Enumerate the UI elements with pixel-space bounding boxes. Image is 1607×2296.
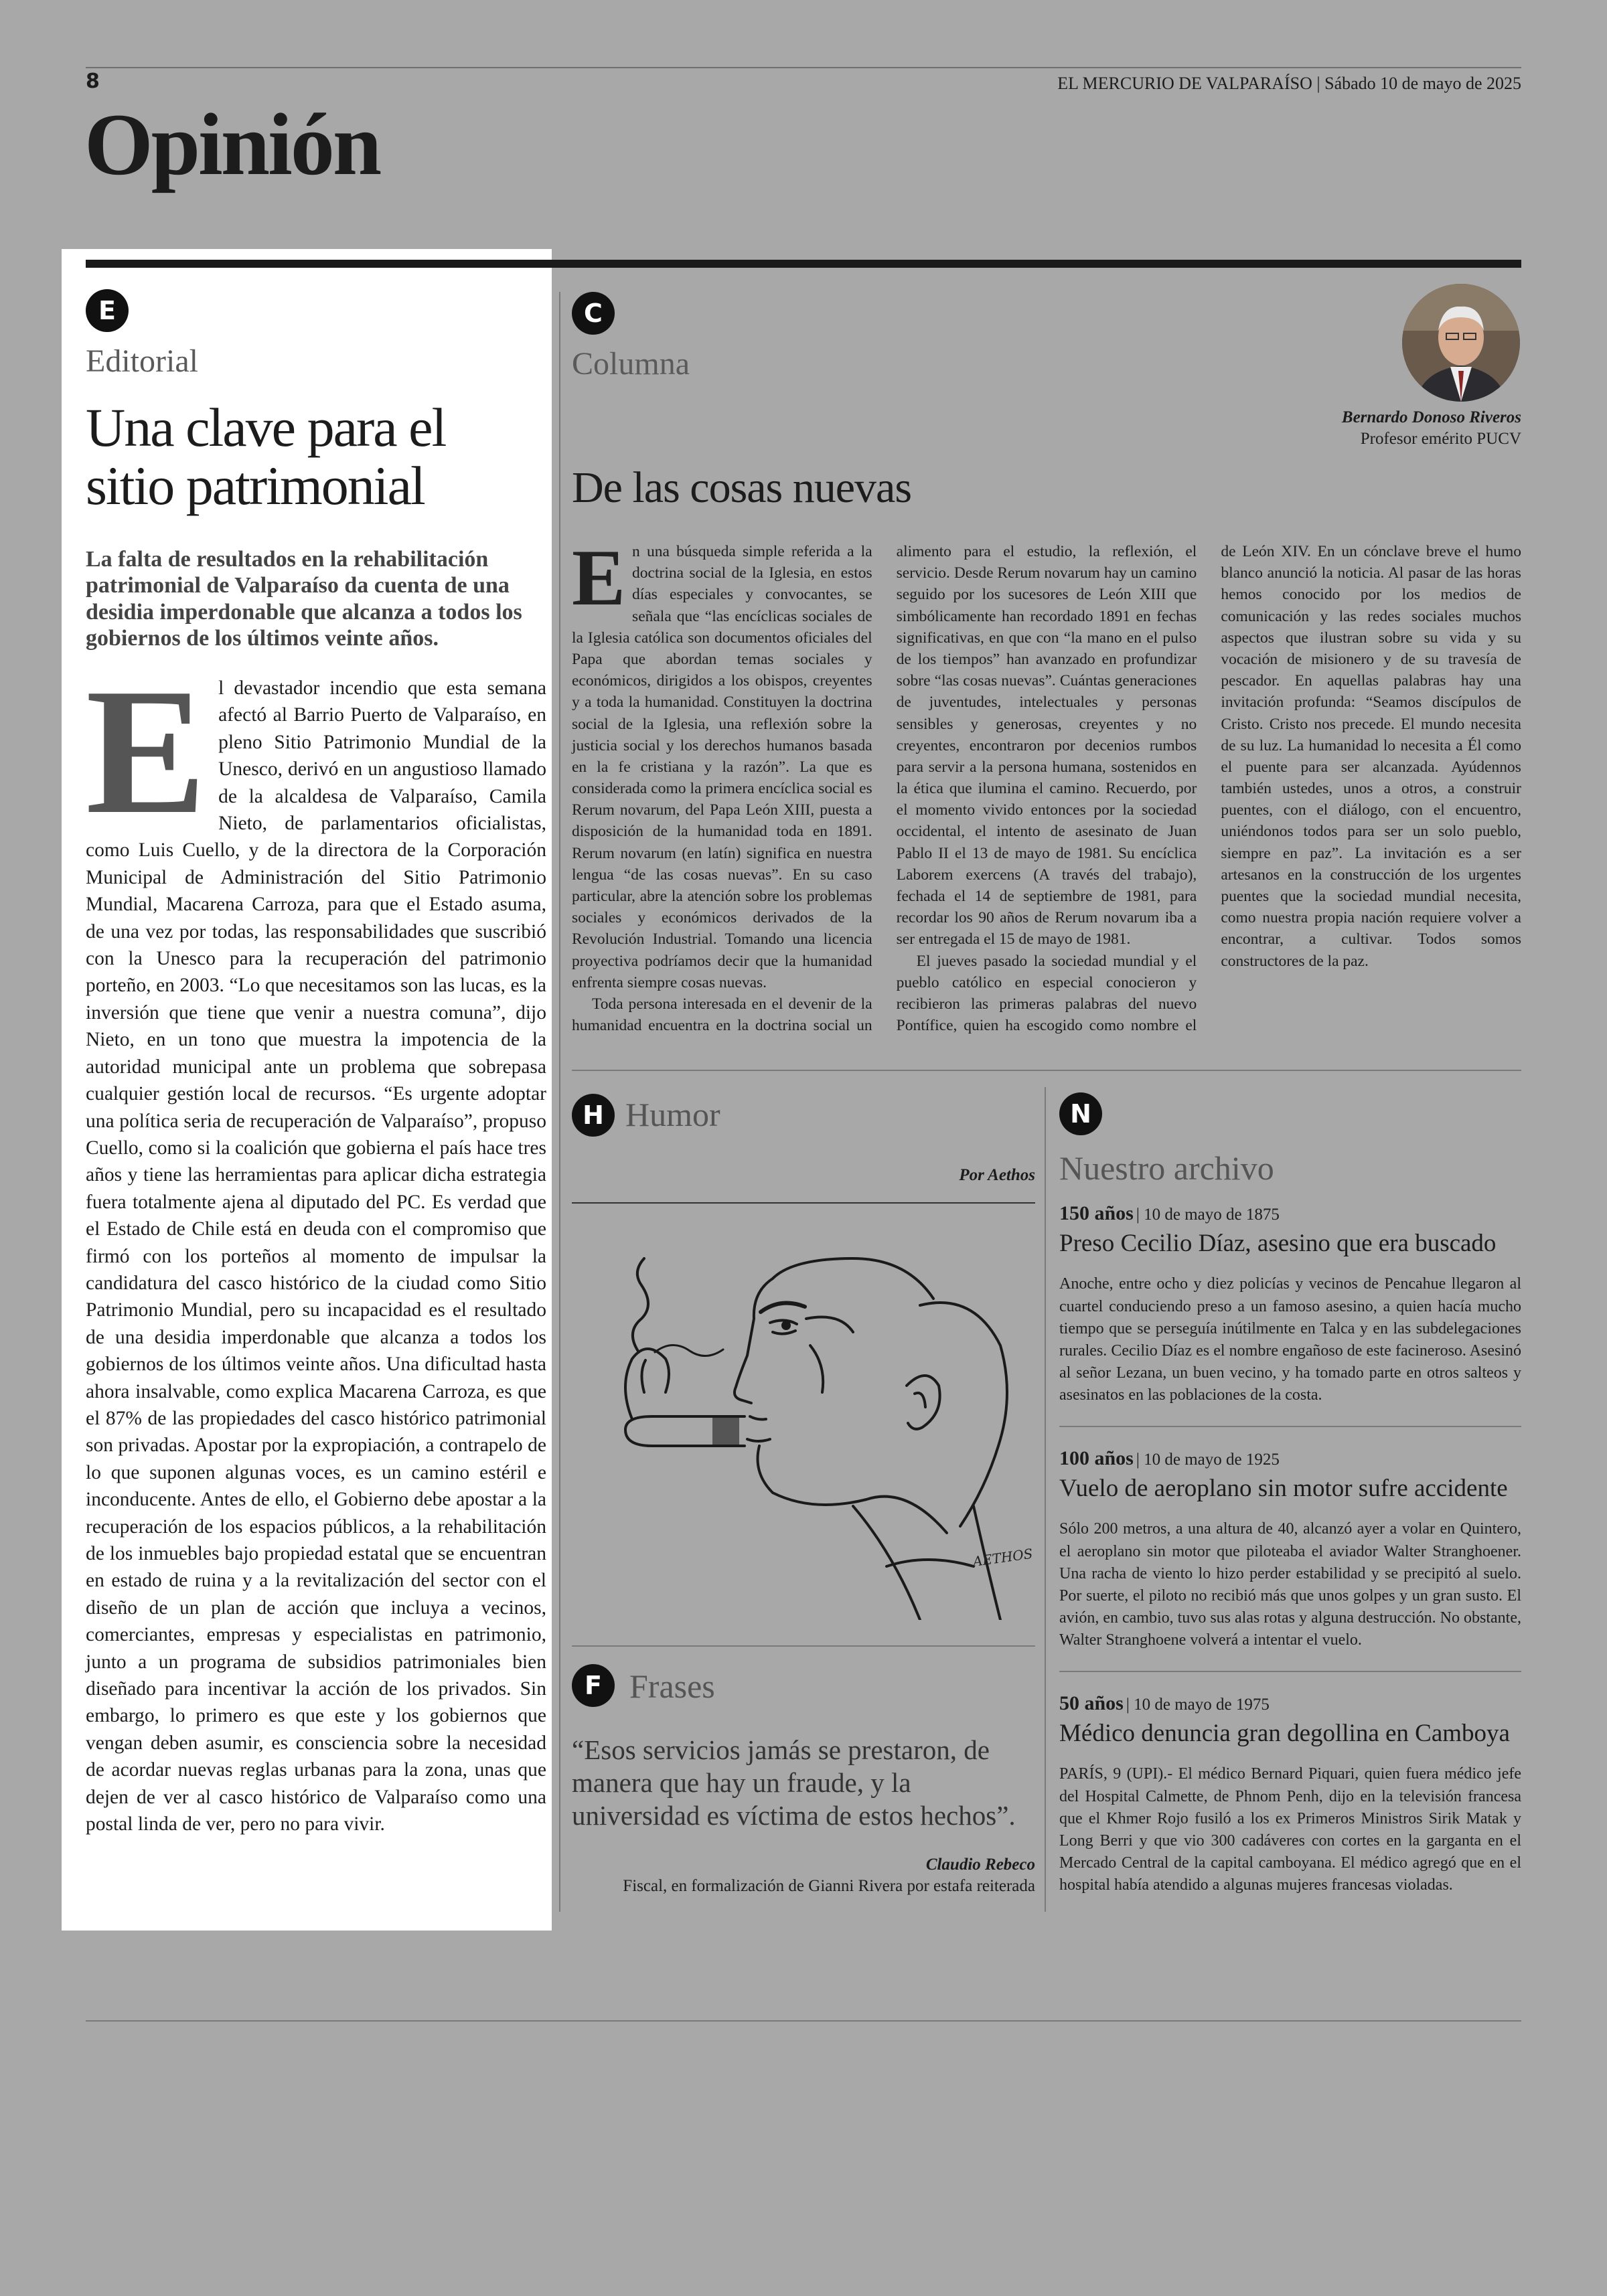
- humor-kicker: Humor: [625, 1096, 720, 1133]
- editorial-badge: E: [86, 289, 129, 332]
- archive-body: Sólo 200 metros, a una altura de 40, alcanzó ayer a volar en Quintero, el aeroplano sin motor que piloteaba el aviador Walter Stranghoener. Una racha de viento lo hizo perder estabilidad y se precipitó al suelo. Por suerte, el piloto no recibió más que unos golpes y un gran susto. El avión, en cambio, tuvo sus alas rotas y alguna destrucción. No obstante, Walter Stranghoene volverá a intentar el vuelo.: [1059, 1520, 1521, 1649]
- archive-rule: [1059, 1671, 1521, 1672]
- archive-item-100: [1059, 1447, 1521, 1651]
- author-portrait-icon: [1402, 284, 1520, 402]
- masthead: EL MERCURIO DE VALPARAÍSO | Sábado 10 de mayo de 2025: [1057, 74, 1521, 93]
- archive-headline: Vuelo de aeroplano sin motor sufre accidente: [1059, 1475, 1508, 1502]
- editorial-body: [86, 651, 546, 1837]
- top-rule: [86, 67, 1521, 68]
- frases-role: Fiscal, en formalización de Gianni Rivera por estafa reiterada: [623, 1877, 1035, 1895]
- archive-date: | 10 de mayo de 1925: [1136, 1451, 1280, 1469]
- frases-name: Claudio Rebeco: [925, 1856, 1035, 1874]
- column-dropcap: E: [572, 533, 626, 622]
- archive-headline: Médico denuncia gran degollina en Camboya: [1059, 1720, 1510, 1747]
- frases-quote: “Esos servicios jamás se prestaron, de manera que hay un fraude, y la universidad es víctima de estos hechos”.: [572, 1734, 1016, 1831]
- archive-rule: [1059, 1426, 1521, 1427]
- humor-badge: H: [572, 1094, 615, 1137]
- editorial-headline: Una clave para el sitio patrimonial: [86, 397, 446, 516]
- archive-badge: N: [1059, 1092, 1102, 1135]
- editorial-dropcap: E: [86, 651, 207, 851]
- frases-kicker: Frases: [629, 1667, 715, 1705]
- column-kicker: Columna: [572, 346, 690, 382]
- cartoon-illustration: [572, 1218, 1035, 1620]
- column-paragraph: Toda persona interesada en el devenir de la humanidad encuentra en la doctrina social un alimento para el estudio, la reflexión, el servicio. Desde Rerum novarum hay un camino seguido por los sucesores de León XIII que simbólicamente han recordado 1891 en fechas significativas, en que con “la mano en el pulso de los tiempos” han avanzado en profundizar sobre “las cosas nuevas”. Cuántas generaciones de juventudes, intelectuales y personas sensibles y generosas, creyentes y no creyentes, encontraron por decenios rumbos para servir a la persona humana, sostenidos en la ética que ilumina el camino. Recuerdo, por el momento vivido entonces por la sociedad occidental, el intento de asesinato de Juan Pablo II el 13 de mayo de 1981. Su encíclica Laborem exercens (A través del trabajo), fechada el 14 de septiembre de 1981, para recordar los 90 años de Rerum novarum iba a ser entregada el 15 de mayo de 1981.: [572, 543, 1197, 1035]
- editorial-lede: La falta de resultados en la rehabilitación patrimonial de Valparaíso da cuenta de una desidia imperdonable que alcanza a todos los gobiernos de los últimos veinte años.: [86, 547, 522, 651]
- archive-divider: [1045, 1087, 1046, 1912]
- page-number: 8: [86, 70, 100, 93]
- frases-badge: F: [572, 1664, 615, 1707]
- archive-kicker: Nuestro archivo: [1059, 1149, 1274, 1187]
- section-rule: [86, 260, 1521, 268]
- archive-years: 100 años: [1059, 1447, 1134, 1469]
- archive-years: 150 años: [1059, 1202, 1134, 1224]
- author-role: Profesor emérito PUCV: [1360, 430, 1521, 448]
- humor-bottom-rule: [572, 1645, 1035, 1647]
- archive-headline: Preso Cecilio Díaz, asesino que era buscado: [1059, 1230, 1497, 1257]
- column-divider: [559, 292, 560, 1912]
- archive-date: | 10 de mayo de 1875: [1136, 1206, 1280, 1224]
- archive-item-150: [1059, 1202, 1521, 1406]
- column-paragraph: En una búsqueda simple referida a la doctrina social de la Iglesia, en estos días especiales y convocantes, se señala que “las encíclicas sociales de la Iglesia católica son documentos oficiales del Papa que abordan temas sociales y económicos, dirigidos a los obispos, creyentes y a toda la humanidad. Constituyen la doctrina social de la Iglesia, una reflexión sobre la justicia social y los derechos humanos basada en la fe cristiana y la razón”. La que es considerada como la primera encíclica social es Rerum novarum, del Papa León XIII, puesta a disposición de la humanidad toda en 1891. Rerum novarum (en latín) significa en nuestra lengua “de las cosas nuevas”. En su caso particular, abre la atención sobre los problemas sociales y económicos derivados de la Revolución Industrial. Tomando una licencia proyectiva podríamos decir que la humanidad enfrenta siempre cosas nuevas.: [572, 533, 872, 991]
- humor-rule: [572, 1202, 1035, 1204]
- archive-item-50: [1059, 1692, 1521, 1896]
- editorial-kicker: Editorial: [86, 343, 198, 379]
- column-bottom-rule: [572, 1070, 1521, 1071]
- archive-years: 50 años: [1059, 1692, 1124, 1714]
- humor-credit: Por Aethos: [959, 1166, 1035, 1184]
- cartoon-signature: AETHOS: [972, 1545, 1034, 1570]
- author-avatar: [1402, 284, 1520, 402]
- archive-body: PARÍS, 9 (UPI).- El médico Bernard Piquari, quien fuera médico jefe del Hospital Calmette, de Phnom Penh, dijo en la televisión francesa que el Khmer Rojo fusiló a los ex Primeros Ministros Sirik Matak y Long Berri y que vio 300 cadáveres con cortes en la garganta en el Mercado Central de la capital camboyana. El médico agregó que en el hospital había atendido a algunas mujeres francesas violadas.: [1059, 1765, 1521, 1894]
- section-title: Opinión: [84, 95, 380, 193]
- column-headline: De las cosas nuevas: [572, 463, 912, 512]
- page-bottom-rule: [86, 2020, 1521, 2022]
- author-name: Bernardo Donoso Riveros: [1341, 408, 1521, 426]
- archive-date: | 10 de mayo de 1975: [1126, 1696, 1270, 1714]
- archive-body: Anoche, entre ocho y diez policías y vecinos de Pencahue llegaron al cuartel conduciendo preso a un famoso asesino, a quien hacía mucho tiempo que se perseguía inútilmente en Talca y en las subdelegaciones rurales. Cecilio Díaz es el nombre engañoso de este facineroso. Asesinó al señor Lezana, un buen vecino, y ha tomado parte en otros salteos y asesinatos en las poblaciones de la costa.: [1059, 1275, 1521, 1404]
- column-badge: C: [572, 292, 615, 335]
- column-paragraph: El jueves pasado la sociedad mundial y el pueblo católico en especial conocieron y recibieron las primeras palabras del nuevo Pontífice, quien ha escogido como nombre el de León XIV. En un cónclave breve el humo blanco anunció la noticia. Al pasar de las horas hemos conocido por los medios de comunicación y las redes sociales muchos aspectos que ilustran sobre su vida y su vocación de misionero y de su travesía de pescador. En aquellas palabras hay una invitación profunda: “Seamos discípulos de Cristo. Cristo nos precede. El mundo necesita de su luz. La humanidad lo necesita a Él como el puente para ser alcanzada. Ayúdennos también ustedes, unos a otros, a construir puentes, con el diálogo, con el encuentro, uniéndonos todos para ser un solo pueblo, siempre en paz”. La invitación es a ser artesanos en la construcción de los urgentes puentes que la sociedad mundial necesita, como nuestra propia nación requiere volver a encontrar, a cultivar. Todos somos constructores de la paz.: [896, 543, 1521, 1035]
- editorial-text: l devastador incendio que esta semana afectó al Barrio Puerto de Valparaíso, en pleno Sitio Patrimonio Mundial de la Unesco, derivó en un angustioso llamado de la alcaldesa de Valparaíso, Camila Nieto, de parlamentarios oficialistas, como Luis Cuello, y de la directora de la Corporación Municipal de Administración del Sitio Patrimonio Mundial, Macarena Carroza, para que el Estado asuma, de una vez por todas, las responsabilidades que suscribió con la Unesco para la recuperación del patrimonio porteño, en 2003. “Lo que necesitamos son las lucas, es la inversión que tiene que venir a nuestra comuna”, dijo Nieto, en un tono que muestra la impotencia de la autoridad municipal ante un problema que sobrepasa cualquier gestión local de recursos. “Es urgente adoptar una política seria de recuperación de Valparaíso”, propuso Cuello, como si la coalición que gobierna el país hace tres años y tiene las herramientas para aplicar dicha estrategia fuera totalmente ajena al diputado del PC. Es verdad que el Estado de Chile está en deuda con el compromiso que firmó con los porteños al momento de impulsar la candidatura del casco histórico de la ciudad como Sitio Patrimonio Mundial, pero su incapacidad es el resultado de una desidia imperdonable que alcanza a todos los gobiernos de los últimos veinte años. Una dificultad hasta ahora insalvable, como explica Macarena Carroza, es que el 87% de las propiedades del casco histórico patrimonial son privadas. Apostar por la expropiación, a contrapelo de lo que suponen algunas voces, es un camino estéril e inconducente. Antes de ello, el Gobierno debe apostar a la recuperación de los espacios públicos, a la rehabilitación de los inmuebles bajo propiedad estatal que se encuentran en estado de ruina y a la revitalización del sector con el diseño de un plan de acción que incluya a vecinos, comerciantes, empresas y especialistas en patrimonio, junto a un programa de subsidios patrimoniales bien diseñado para incentivar la acción de los privados. Sin embargo, lo primero es que este y los gobiernos que vengan deben asumir, es consciencia sobre la necesidad de acordar nuevas reglas urbanas para la zona, unas que dejen de ver al casco histórico de Valparaíso como una postal linda de ver, pero no para vivir.: [86, 677, 546, 1835]
- column-body: [572, 533, 1521, 1055]
